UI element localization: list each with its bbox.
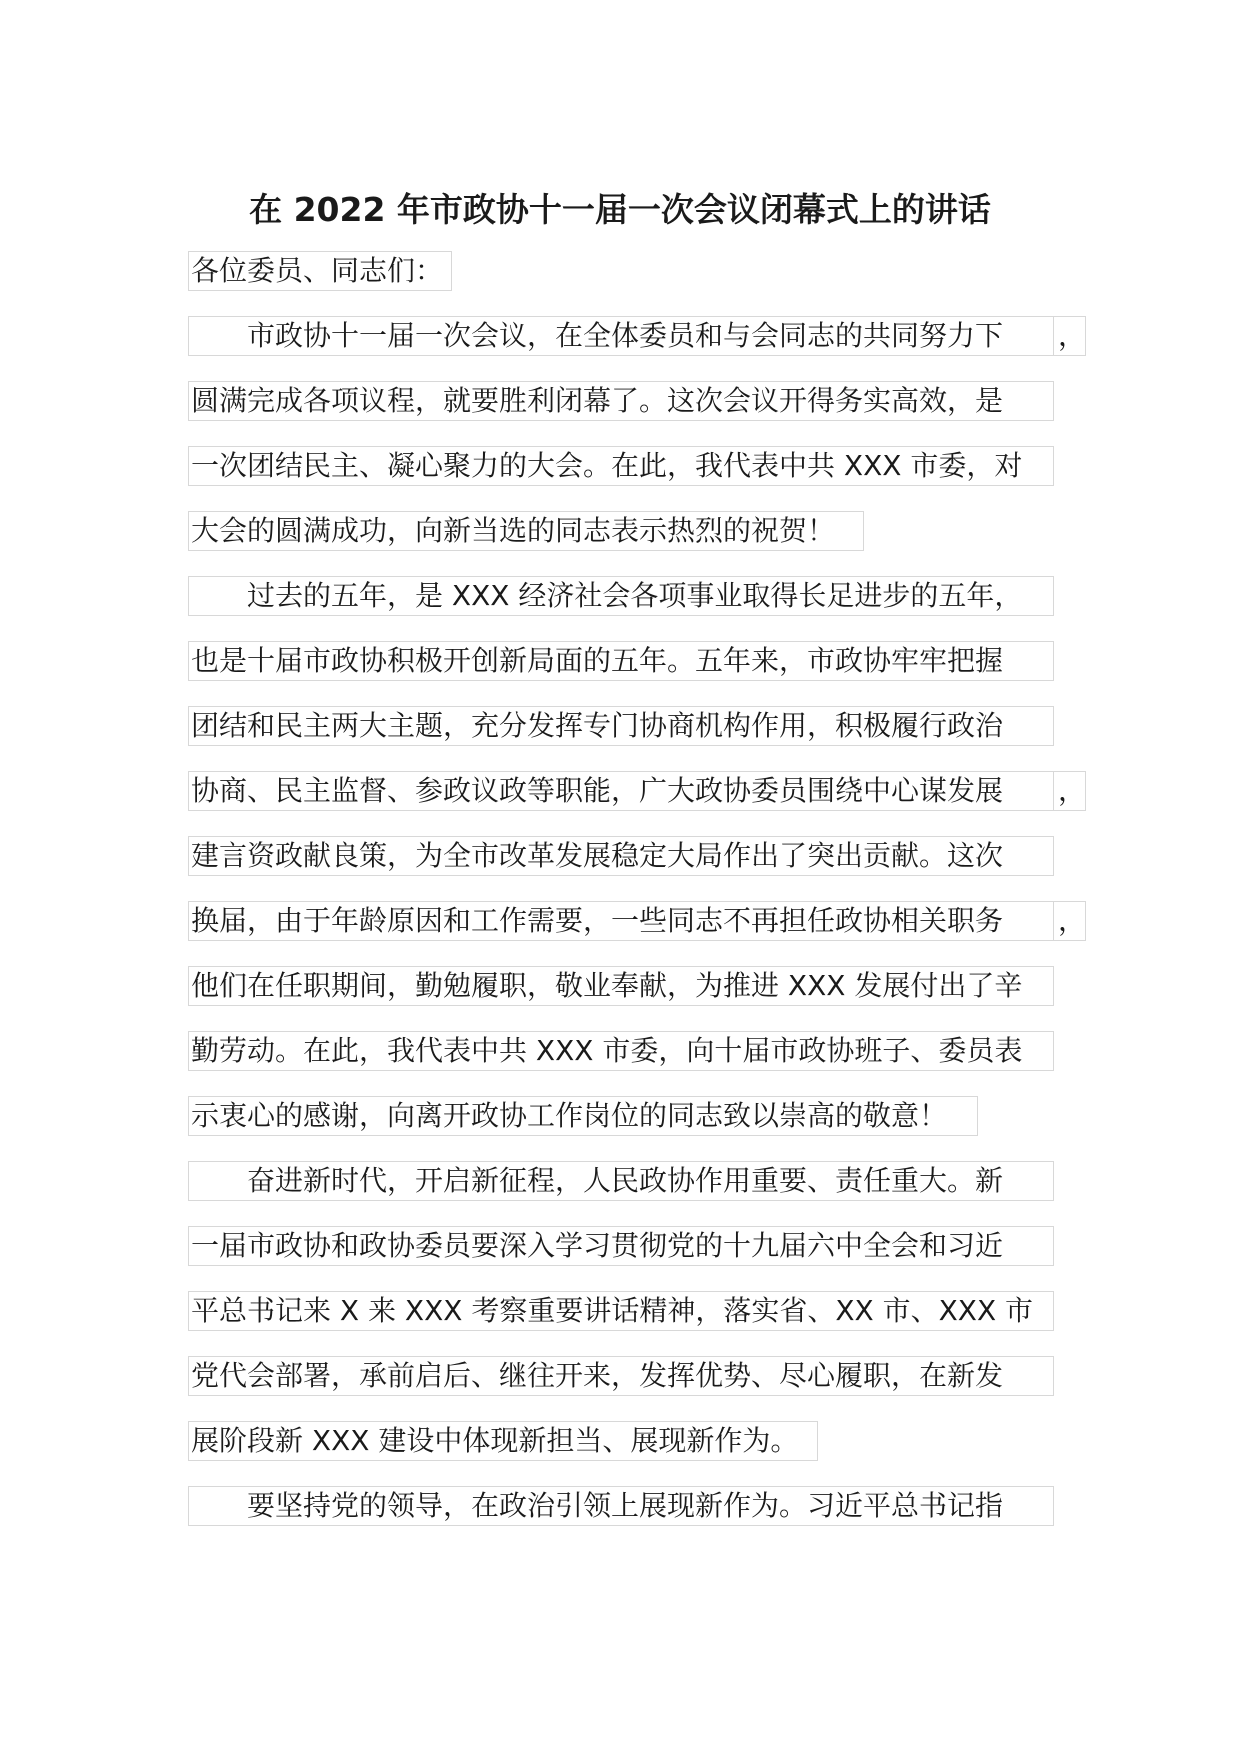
- document-title: 在 2022 年市政协十一届一次会议闭幕式上的讲话: [249, 190, 991, 229]
- paragraph-line: 平总书记来 X 来 XXX 考察重要讲话精神，落实省、XX 市、XXX 市: [188, 1291, 1054, 1331]
- paragraph-line: 换届，由于年龄原因和工作需要，一些同志不再担任政协相关职务: [188, 901, 1054, 941]
- line-tail-comma: ，: [1054, 901, 1086, 941]
- paragraph-line: 要坚持党的领导，在政治引领上展现新作为。习近平总书记指: [188, 1486, 1054, 1526]
- line-tail-comma: ，: [1054, 771, 1086, 811]
- paragraph-line: 大会的圆满成功，向新当选的同志表示热烈的祝贺！: [188, 511, 864, 551]
- paragraph-line: 展阶段新 XXX 建设中体现新担当、展现新作为。: [188, 1421, 818, 1461]
- line-tail-comma: ，: [1054, 316, 1086, 356]
- paragraph-line: 他们在任职期间，勤勉履职，敬业奉献，为推进 XXX 发展付出了辛: [188, 966, 1054, 1006]
- paragraph-line: 勤劳动。在此，我代表中共 XXX 市委，向十届市政协班子、委员表: [188, 1031, 1054, 1071]
- paragraph-line: 过去的五年，是 XXX 经济社会各项事业取得长足进步的五年，: [188, 576, 1054, 616]
- paragraph-line: 圆满完成各项议程，就要胜利闭幕了。这次会议开得务实高效，是: [188, 381, 1054, 421]
- paragraph-line: 团结和民主两大主题，充分发挥专门协商机构作用，积极履行政治: [188, 706, 1054, 746]
- paragraph-line: 一届市政协和政协委员要深入学习贯彻党的十九届六中全会和习近: [188, 1226, 1054, 1266]
- salutation: 各位委员、同志们：: [188, 251, 452, 291]
- paragraph-line: 示衷心的感谢，向离开政协工作岗位的同志致以崇高的敬意！: [188, 1096, 978, 1136]
- paragraph-line: 协商、民主监督、参政议政等职能，广大政协委员围绕中心谋发展: [188, 771, 1054, 811]
- paragraph-line: 也是十届市政协积极开创新局面的五年。五年来，市政协牢牢把握: [188, 641, 1054, 681]
- paragraph-line: 奋进新时代，开启新征程，人民政协作用重要、责任重大。新: [188, 1161, 1054, 1201]
- paragraph-line: 党代会部署，承前启后、继往开来，发挥优势、尽心履职，在新发: [188, 1356, 1054, 1396]
- paragraph-line: 市政协十一届一次会议，在全体委员和与会同志的共同努力下: [188, 316, 1054, 356]
- paragraph-line: 一次团结民主、凝心聚力的大会。在此，我代表中共 XXX 市委，对: [188, 446, 1054, 486]
- paragraph-line: 建言资政献良策，为全市改革发展稳定大局作出了突出贡献。这次: [188, 836, 1054, 876]
